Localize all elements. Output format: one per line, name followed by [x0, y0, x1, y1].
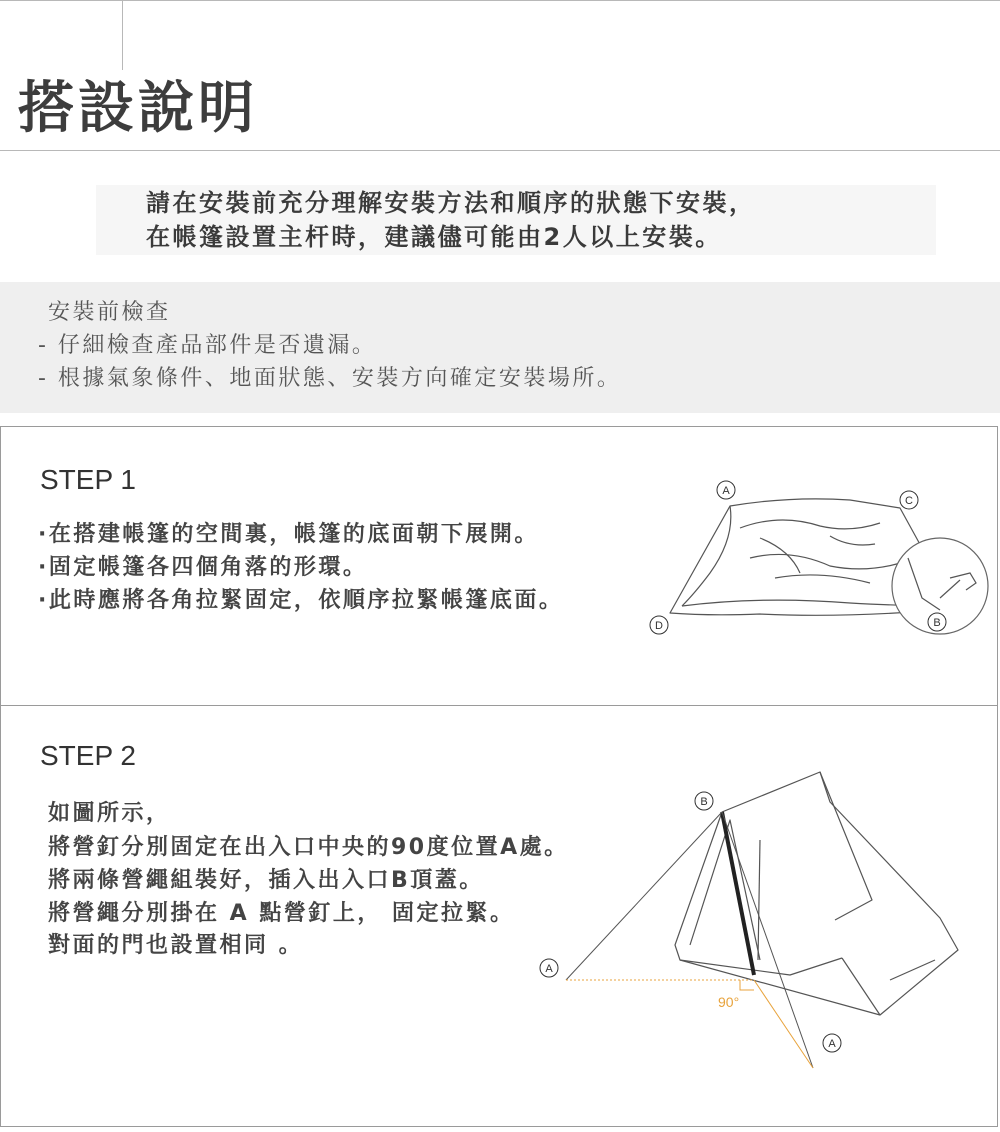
top-tick [122, 0, 123, 70]
ninety-degree-guide [566, 980, 813, 1068]
step2-line-3: 將兩條營繩組裝好，插入出入口B頂蓋。 [48, 868, 484, 893]
precheck-heading: 安裝前檢查 [48, 300, 171, 325]
tent-floor-illustration [640, 478, 995, 648]
step1-line-3: ·此時應將各角拉緊固定，依順序拉緊帳篷底面。 [38, 588, 564, 613]
top-rule [0, 0, 1000, 1]
step2-line-5: 對面的門也設置相同 。 [48, 933, 304, 958]
step2-heading: STEP 2 [40, 740, 136, 771]
step1-marker-d: D [655, 620, 663, 632]
precheck-panel [0, 282, 1000, 413]
step2-marker-a-right: A [828, 1038, 836, 1050]
step1-heading: STEP 1 [40, 464, 136, 495]
page-title: 搭設說明 [18, 76, 258, 141]
step2-line-4: 將營繩分別掛在 A 點營釘上， 固定拉緊。 [48, 901, 515, 926]
step2-marker-b: B [700, 796, 708, 808]
step1-marker-b: B [933, 617, 941, 629]
step2-marker-a-left: A [545, 963, 553, 975]
tent-pitch-illustration [530, 760, 970, 1090]
step2-line-1: 如圖所示， [48, 801, 171, 826]
title-rule [0, 150, 1000, 151]
precheck-item-1: - 仔細檢查產品部件是否遺漏。 [38, 333, 377, 358]
intro-panel [96, 185, 936, 255]
angle-label: 90° [718, 994, 740, 1010]
step2-line-2: 將營釘分別固定在出入口中央的90度位置A處。 [48, 835, 569, 860]
intro-line-1: 請在安裝前充分理解安裝方法和順序的狀態下安裝， [146, 189, 756, 217]
main-pole [722, 812, 754, 975]
intro-line-2: 在帳篷設置主杆時，建議儘可能由2人以上安裝。 [146, 223, 722, 251]
step1-line-2: ·固定帳篷各四個角落的形環。 [38, 555, 368, 580]
step1-marker-a: A [722, 485, 730, 497]
step1-line-1: ·在搭建帳篷的空間裏，帳篷的底面朝下展開。 [38, 522, 539, 547]
step1-marker-c: C [905, 495, 913, 507]
precheck-item-2: - 根據氣象條件、地面狀態、安裝方向確定安裝場所。 [38, 366, 622, 391]
